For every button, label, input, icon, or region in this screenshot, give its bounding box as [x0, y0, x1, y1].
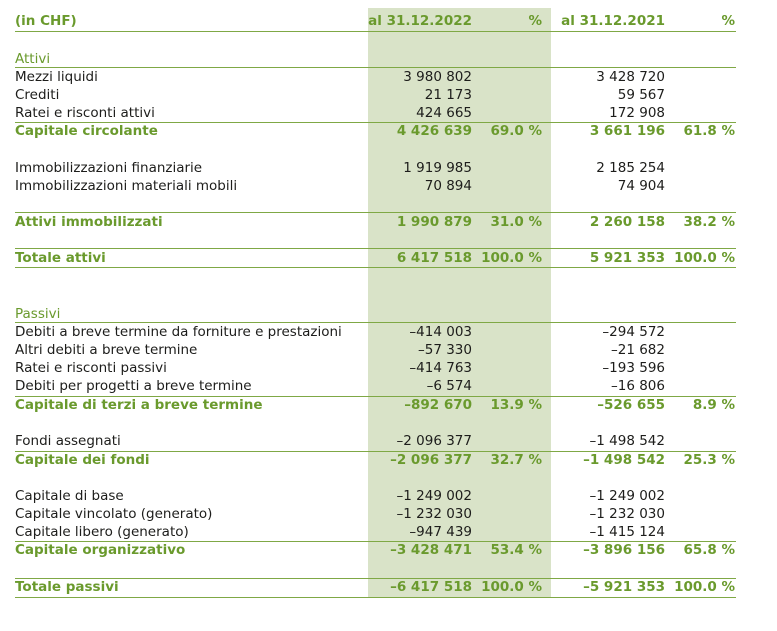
subtotal-row-capitale-organizzativo: Capitale organizzativo –3 428 471 53.4 % –3 896 156 65.8 % — [15, 542, 735, 558]
table-row: Mezzi liquidi 3 980 802 3 428 720 — [15, 69, 665, 85]
subtotal-row-capitale-fondi: Capitale dei fondi –2 096 377 32.7 % –1 498 542 25.3 % — [15, 452, 735, 468]
total-row-passivi: Totale passivi –6 417 518 100.0 % –5 921 353 100.0 % — [15, 579, 735, 595]
table-row: Capitale libero (generato) –947 439 –1 415 124 — [15, 524, 665, 540]
table-row: Immobilizzazioni finanziarie 1 919 985 2 185 254 — [15, 160, 665, 176]
table-row: Ratei e risconti attivi 424 665 172 908 — [15, 105, 665, 121]
table-row: Capitale di base –1 249 002 –1 249 002 — [15, 488, 665, 504]
total-row-attivi: Totale attivi 6 417 518 100.0 % 5 921 353 100.0 % — [15, 250, 735, 266]
table-row: Fondi assegnati –2 096 377 –1 498 542 — [15, 433, 665, 449]
subtotal-row-attivi-immobilizzati: Attivi immobilizzati 1 990 879 31.0 % 2 260 158 38.2 % — [15, 214, 735, 230]
table-row: Crediti 21 173 59 567 — [15, 87, 665, 103]
col-2022-header: al 31.12.2022 — [368, 13, 472, 29]
pct-2022-header: % — [528, 13, 542, 29]
unit-label: (in CHF) — [15, 13, 77, 29]
section-title-attivi: Attivi — [15, 51, 51, 67]
table-row: Immobilizzazioni materiali mobili 70 894 74 904 — [15, 178, 665, 194]
section-title-passivi: Passivi — [15, 306, 61, 322]
divider — [15, 267, 736, 268]
table-row: Capitale vincolato (generato) –1 232 030 –1 232 030 — [15, 506, 665, 522]
subtotal-row-capitale-circolante: Capitale circolante 4 426 639 69.0 % 3 661 196 61.8 % — [15, 123, 735, 139]
table-header — [15, 12, 736, 30]
table-row: Altri debiti a breve termine –57 330 –21 682 — [15, 342, 665, 358]
subtotal-row-capitale-terzi: Capitale di terzi a breve termine –892 670 13.9 % –526 655 8.9 % — [15, 397, 735, 413]
table-row: Debiti a breve termine da forniture e prestazioni –414 003 –294 572 — [15, 324, 665, 340]
table-row: Ratei e risconti passivi –414 763 –193 596 — [15, 360, 665, 376]
table-row: Debiti per progetti a breve termine –6 574 –16 806 — [15, 378, 665, 394]
col-2021-header: al 31.12.2021 — [561, 13, 665, 29]
divider — [15, 31, 736, 32]
pct-2021-header: % — [721, 13, 735, 29]
divider — [15, 597, 736, 598]
